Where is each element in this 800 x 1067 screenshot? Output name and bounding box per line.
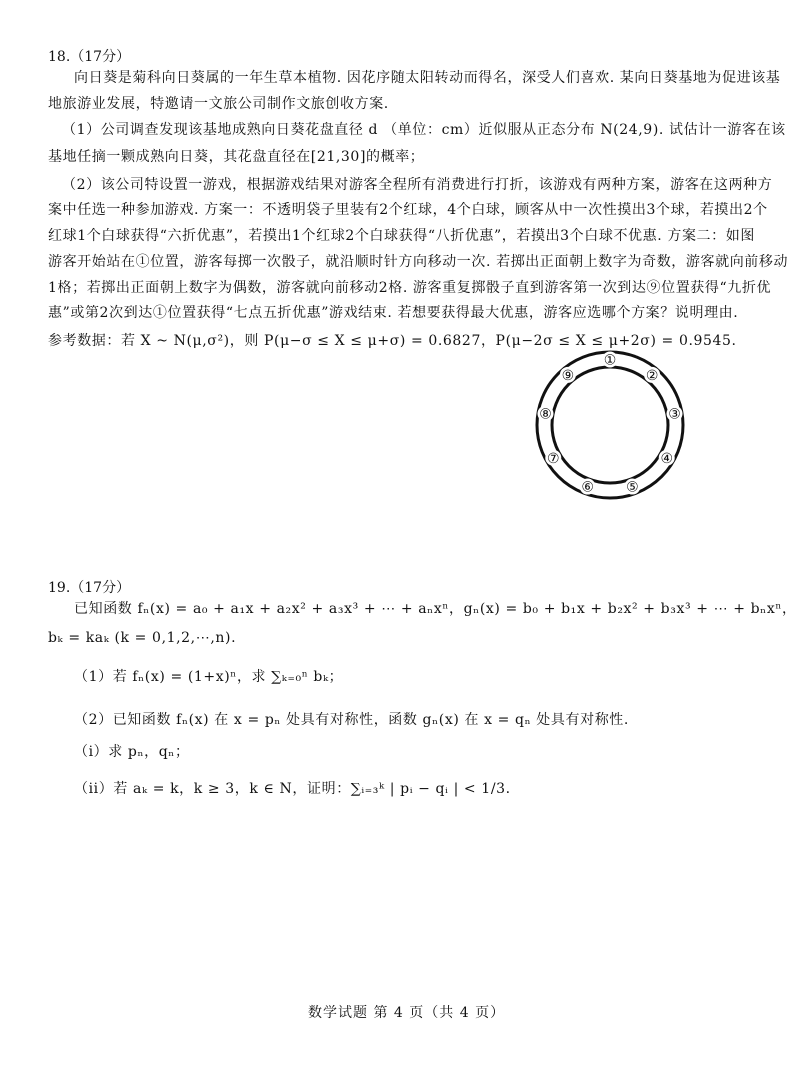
q19-header: 19.（17分） [48,580,131,596]
ring-position-3: ③ [668,406,681,423]
q19-subpart-ii: （ii）若 aₖ = k，k ≥ 3，k ∈ N，证明：∑ᵢ₌₃ᵏ | pᵢ − qᵢ | < 1/3. [74,781,511,797]
q19-part1: （1）若 fₙ(x) = (1+x)ⁿ，求 ∑ₖ₌₀ⁿ bₖ； [74,669,344,685]
q19-subpart-i: （i）求 pₙ，qₙ； [74,744,190,760]
ring-position-2: ② [645,367,659,384]
q19-part2: （2）已知函数 fₙ(x) 在 x = pₙ 处具有对称性，函数 gₙ(x) 在 x = qₙ 处具有对称性. [74,712,629,728]
q18-part1-line-2: 基地任摘一颗成熟向日葵，其花盘直径在[21,30]的概率； [48,149,425,165]
q18-part2-line-3: 红球1个白球获得“六折优惠”，若摸出1个红球2个白球获得“八折优惠”，若摸出3个白球不优惠. 方案二：如图 [48,228,755,244]
ring-position-6: ⑥ [581,479,594,496]
ring-position-8: ⑧ [539,406,552,423]
q18-intro-line-1: 向日葵是菊科向日葵属的一年生草本植物. 因花序随太阳转动而得名，深受人们喜欢. 某向日葵基地为促进该基 [74,70,781,86]
ring-position-9: ⑨ [561,367,575,384]
ring-outer-circle [537,352,683,498]
q19-given-line-2: bₖ = kaₖ (k = 0,1,2,⋯,n). [48,630,237,646]
q18-part1-line-1: （1）公司调查发现该基地成熟向日葵花盘直径 d （单位：cm）近似服从正态分布 N(24,9). 试估计一游客在该 [62,122,786,138]
q18-part2-line-2: 案中任选一种参加游戏. 方案一：不透明袋子里装有2个红球，4个白球，顾客从中一次性摸出3个球，若摸出2个 [48,202,768,218]
q18-intro-line-2: 地旅游业发展，特邀请一文旅公司制作文旅创收方案. [48,96,389,112]
ring-position-5: ⑤ [626,479,639,496]
ring-position-7: ⑦ [546,450,560,467]
q18-reference-data: 参考数据：若 X ~ N(μ,σ²)，则 P(μ−σ ≤ X ≤ μ+σ) = 0.6827，P(μ−2σ ≤ X ≤ μ+2σ) = 0.9545. [48,333,737,349]
q19-given-line-1: 已知函数 fₙ(x) = a₀ + a₁x + a₂x² + a₃x³ + ⋯ + aₙxⁿ，gₙ(x) = b₀ + b₁x + b₂x² + b₃x³ + ⋯ + bₙxⁿ， [74,601,797,617]
game-ring-diagram [530,350,690,500]
ring-inner-circle [552,367,668,483]
q18-part2-line-6: 惠”或第2次到达①位置获得“七点五折优惠”游戏结束. 若想要获得最大优惠，游客应选哪个方案？说明理由. [48,305,739,321]
q18-part2-line-4: 游客开始站在①位置，游客每掷一次骰子，就沿顺时针方向移动一次. 若掷出正面朝上数字为奇数，游客就向前移动 [48,254,789,270]
page-footer: 数学试题 第 4 页（共 4 页） [308,1005,506,1021]
ring-position-1: ① [603,352,617,369]
ring-position-4: ④ [660,450,674,467]
q18-part2-line-1: （2）该公司特设置一游戏，根据游戏结果对游客全程所有消费进行打折，该游戏有两种方案，游客在这两种方 [62,177,773,193]
q18-part2-line-5: 1格；若掷出正面朝上数字为偶数，游客就向前移动2格. 游客重复掷骰子直到游客第一次到达⑨位置获得“九折优 [48,280,772,296]
q18-header: 18.（17分） [48,49,131,65]
